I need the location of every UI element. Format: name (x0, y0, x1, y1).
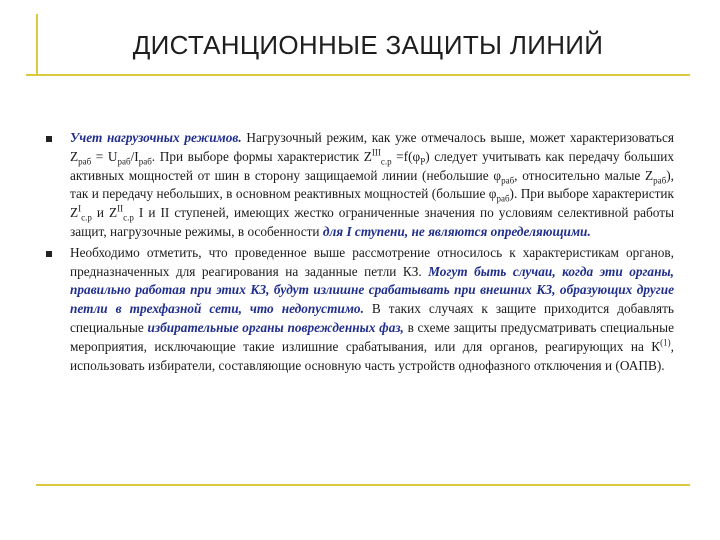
text-run: В таких случаях к защите приходится добавлять специальные (70, 301, 674, 335)
text-run: и Z (91, 205, 118, 221)
paragraph-lead: Учет нагрузочных режимов. (70, 130, 242, 145)
subscript: раб (78, 156, 92, 167)
square-bullet-icon (46, 136, 52, 142)
text-run: Нагрузочный режим, как уже отмечалось выше, может характеризоваться Z (70, 130, 674, 164)
text-run: в схеме защиты предусматривать специальные мероприятия, исключающие такие излишние срабатывания, или для органов, реагирующих на К (70, 319, 674, 354)
title-accent-vertical-line (36, 14, 38, 76)
text-run: Необходимо отметить, что проведенное выше рассмотрение относилось к характеристикам органов, предназначенных для реагирования на заданные петли КЗ. (70, 244, 674, 279)
square-bullet-icon (46, 251, 52, 257)
superscript: II (117, 203, 124, 214)
text-run: , относительно малые Z (514, 167, 654, 183)
subscript: раб (653, 175, 667, 186)
text-run: /I (130, 148, 139, 164)
subscript: раб (496, 194, 510, 205)
subscript: раб (138, 156, 152, 167)
text-run: I и II ступеней, имеющих жестко ограниченные значения по условиям селективной работы защит, нагрузочные режимы, в особенности (70, 205, 674, 239)
title-underline (26, 74, 690, 76)
superscript: I (78, 203, 82, 214)
superscript: (1) (660, 337, 671, 348)
emphasis-text: избирательные органы поврежденных фаз, (147, 319, 404, 335)
text-run: =f(φ (391, 148, 421, 164)
slide-title: ДИСТАНЦИОННЫЕ ЗАЩИТЫ ЛИНИЙ (132, 30, 604, 60)
emphasis-text: для I ступени, не являются определяющими. (322, 223, 591, 239)
bullet-item-load-modes (46, 129, 674, 242)
emphasis-text: Могут быть случаи, когда эти органы, правильно работая при этих КЗ, будут излишне срабатывать при внешних КЗ, образующих другие петли в трехфазной сети, что недопустимо. (70, 263, 675, 317)
subscript: Р (420, 156, 426, 167)
subscript: раб (117, 156, 131, 167)
subscript: с.р (81, 212, 92, 223)
subscript: с.р (123, 212, 134, 223)
subscript: раб (501, 175, 515, 186)
text-run: . При выборе формы характеристик Z (151, 148, 372, 164)
subscript: с.р (380, 156, 392, 167)
text-run: = U (91, 148, 118, 164)
text-run: ), так и передачу небольших, в основном реактивных мощностей (большие φ (70, 167, 674, 202)
text-run: ). При выборе характеристик Z (70, 186, 674, 221)
slide-body (46, 129, 674, 375)
footer-line (36, 484, 690, 486)
superscript: III (371, 147, 381, 158)
bullet-item-selector-organs (46, 244, 674, 376)
text-run: , использовать избиратели, составляющие основную часть устройств однофазного отключения и (ОАПВ). (70, 338, 674, 373)
text-run: ) следует учитывать как передачу больших активных мощностей от шин в сторону защищаемой линии (небольшие φ (70, 148, 675, 183)
